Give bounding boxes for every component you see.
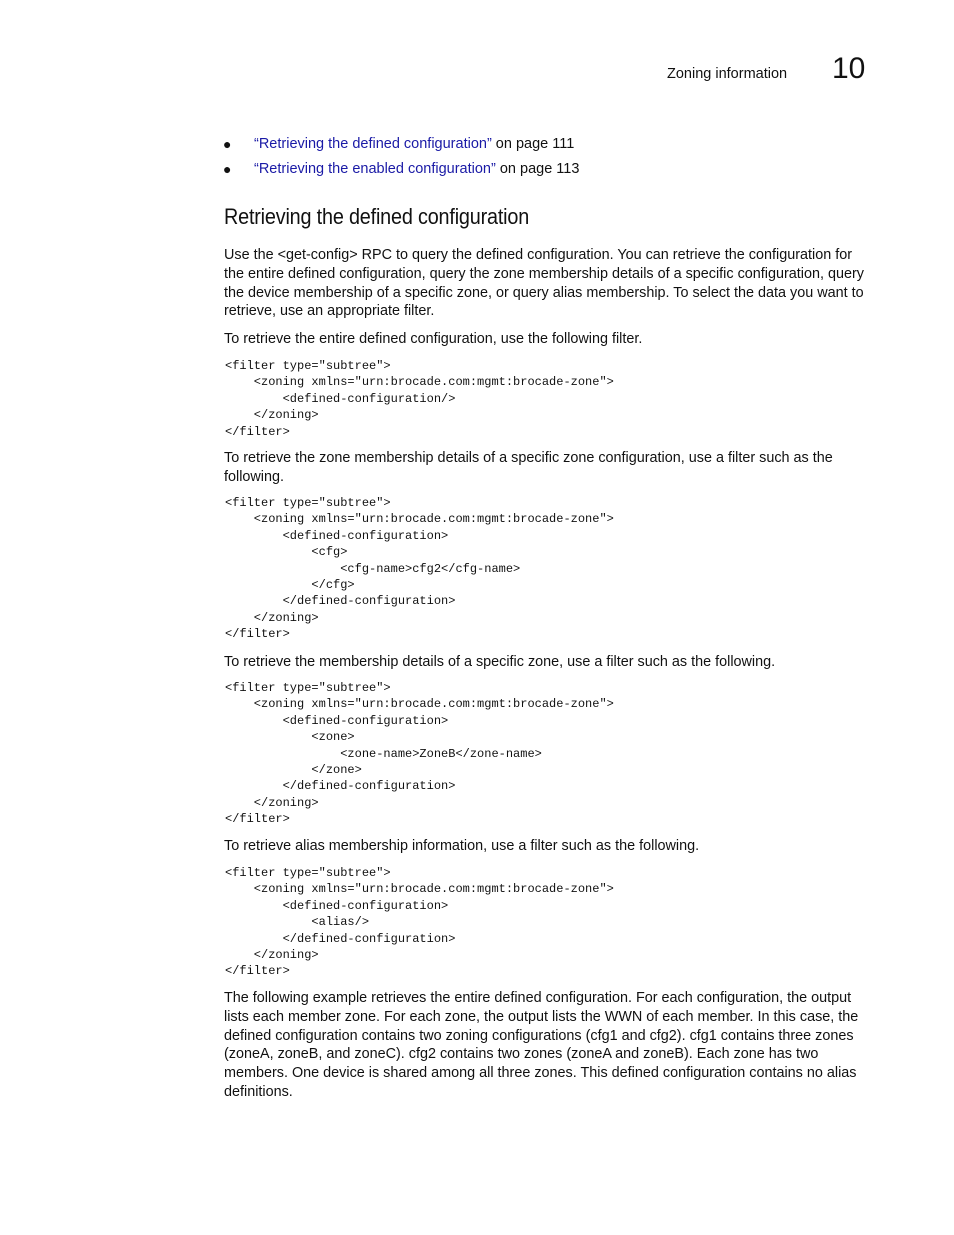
chapter-number: 10: [832, 52, 866, 85]
bullet-icon: ●: [223, 161, 232, 177]
xref-link-defined-configuration[interactable]: “Retrieving the defined configuration”: [254, 136, 492, 152]
code-block-entire-config: <filter type="subtree"> <zoning xmlns="urn:brocade.com:mgmt:brocade-zone"> <defined-configuration/> </zoning> </filter>: [225, 359, 614, 439]
zone-config-paragraph: To retrieve the zone membership details of a specific zone configuration, use a filter such as the following.: [224, 450, 833, 485]
alias-paragraph: To retrieve alias membership information, use a filter such as the following.: [224, 838, 700, 854]
code-block-zone-filter: <filter type="subtree"> <zoning xmlns="urn:brocade.com:mgmt:brocade-zone"> <defined-configuration> <zone> <zone-name>ZoneB</zone-name> </zone> </defined-configuration> </zoning> </filter>: [225, 681, 614, 827]
xref-page-suffix: on page 113: [495, 161, 580, 177]
bullet-icon: ●: [223, 136, 232, 152]
code-block-alias-filter: <filter type="subtree"> <zoning xmlns="urn:brocade.com:mgmt:brocade-zone"> <defined-configuration> <alias/> </defined-configuration> </zoning> </filter>: [225, 866, 614, 979]
filter-intro-paragraph: To retrieve the entire defined configuration, use the following filter.: [224, 331, 643, 347]
intro-paragraph: Use the <get-config> RPC to query the defined configuration. You can retrieve the configuration for the entire defined configuration, query the zone membership details of a specific configuration, query the device membership of a specific zone, or query alias membership. To select the data you want to retrieve, use an appropriate filter.: [224, 247, 864, 320]
section-heading: Retrieving the defined configuration: [224, 204, 530, 229]
example-paragraph: The following example retrieves the entire defined configuration. For each configuration, the output lists each member zone. For each zone, the output lists the WWN of each member. In this case, the defined configuration contains two zoning configurations (cfg1 and cfg2). cfg1 contains three zones (zoneA, zoneB, and zoneC). cfg2 contains two zones (zoneA and zoneB). Each zone has two members. One device is shared among all three zones. This defined configuration contains no alias definitions.: [224, 990, 859, 1100]
xref-link-enabled-configuration[interactable]: “Retrieving the enabled configuration”: [254, 161, 496, 177]
zone-membership-paragraph: To retrieve the membership details of a specific zone, use a filter such as the following.: [224, 654, 776, 670]
xref-page-suffix: on page 111: [491, 136, 575, 152]
running-header-title: Zoning information: [667, 66, 788, 82]
code-block-cfg-filter: <filter type="subtree"> <zoning xmlns="urn:brocade.com:mgmt:brocade-zone"> <defined-configuration> <cfg> <cfg-name>cfg2</cfg-name> </cfg> </defined-configuration> </zoning> </filter>: [225, 496, 614, 642]
